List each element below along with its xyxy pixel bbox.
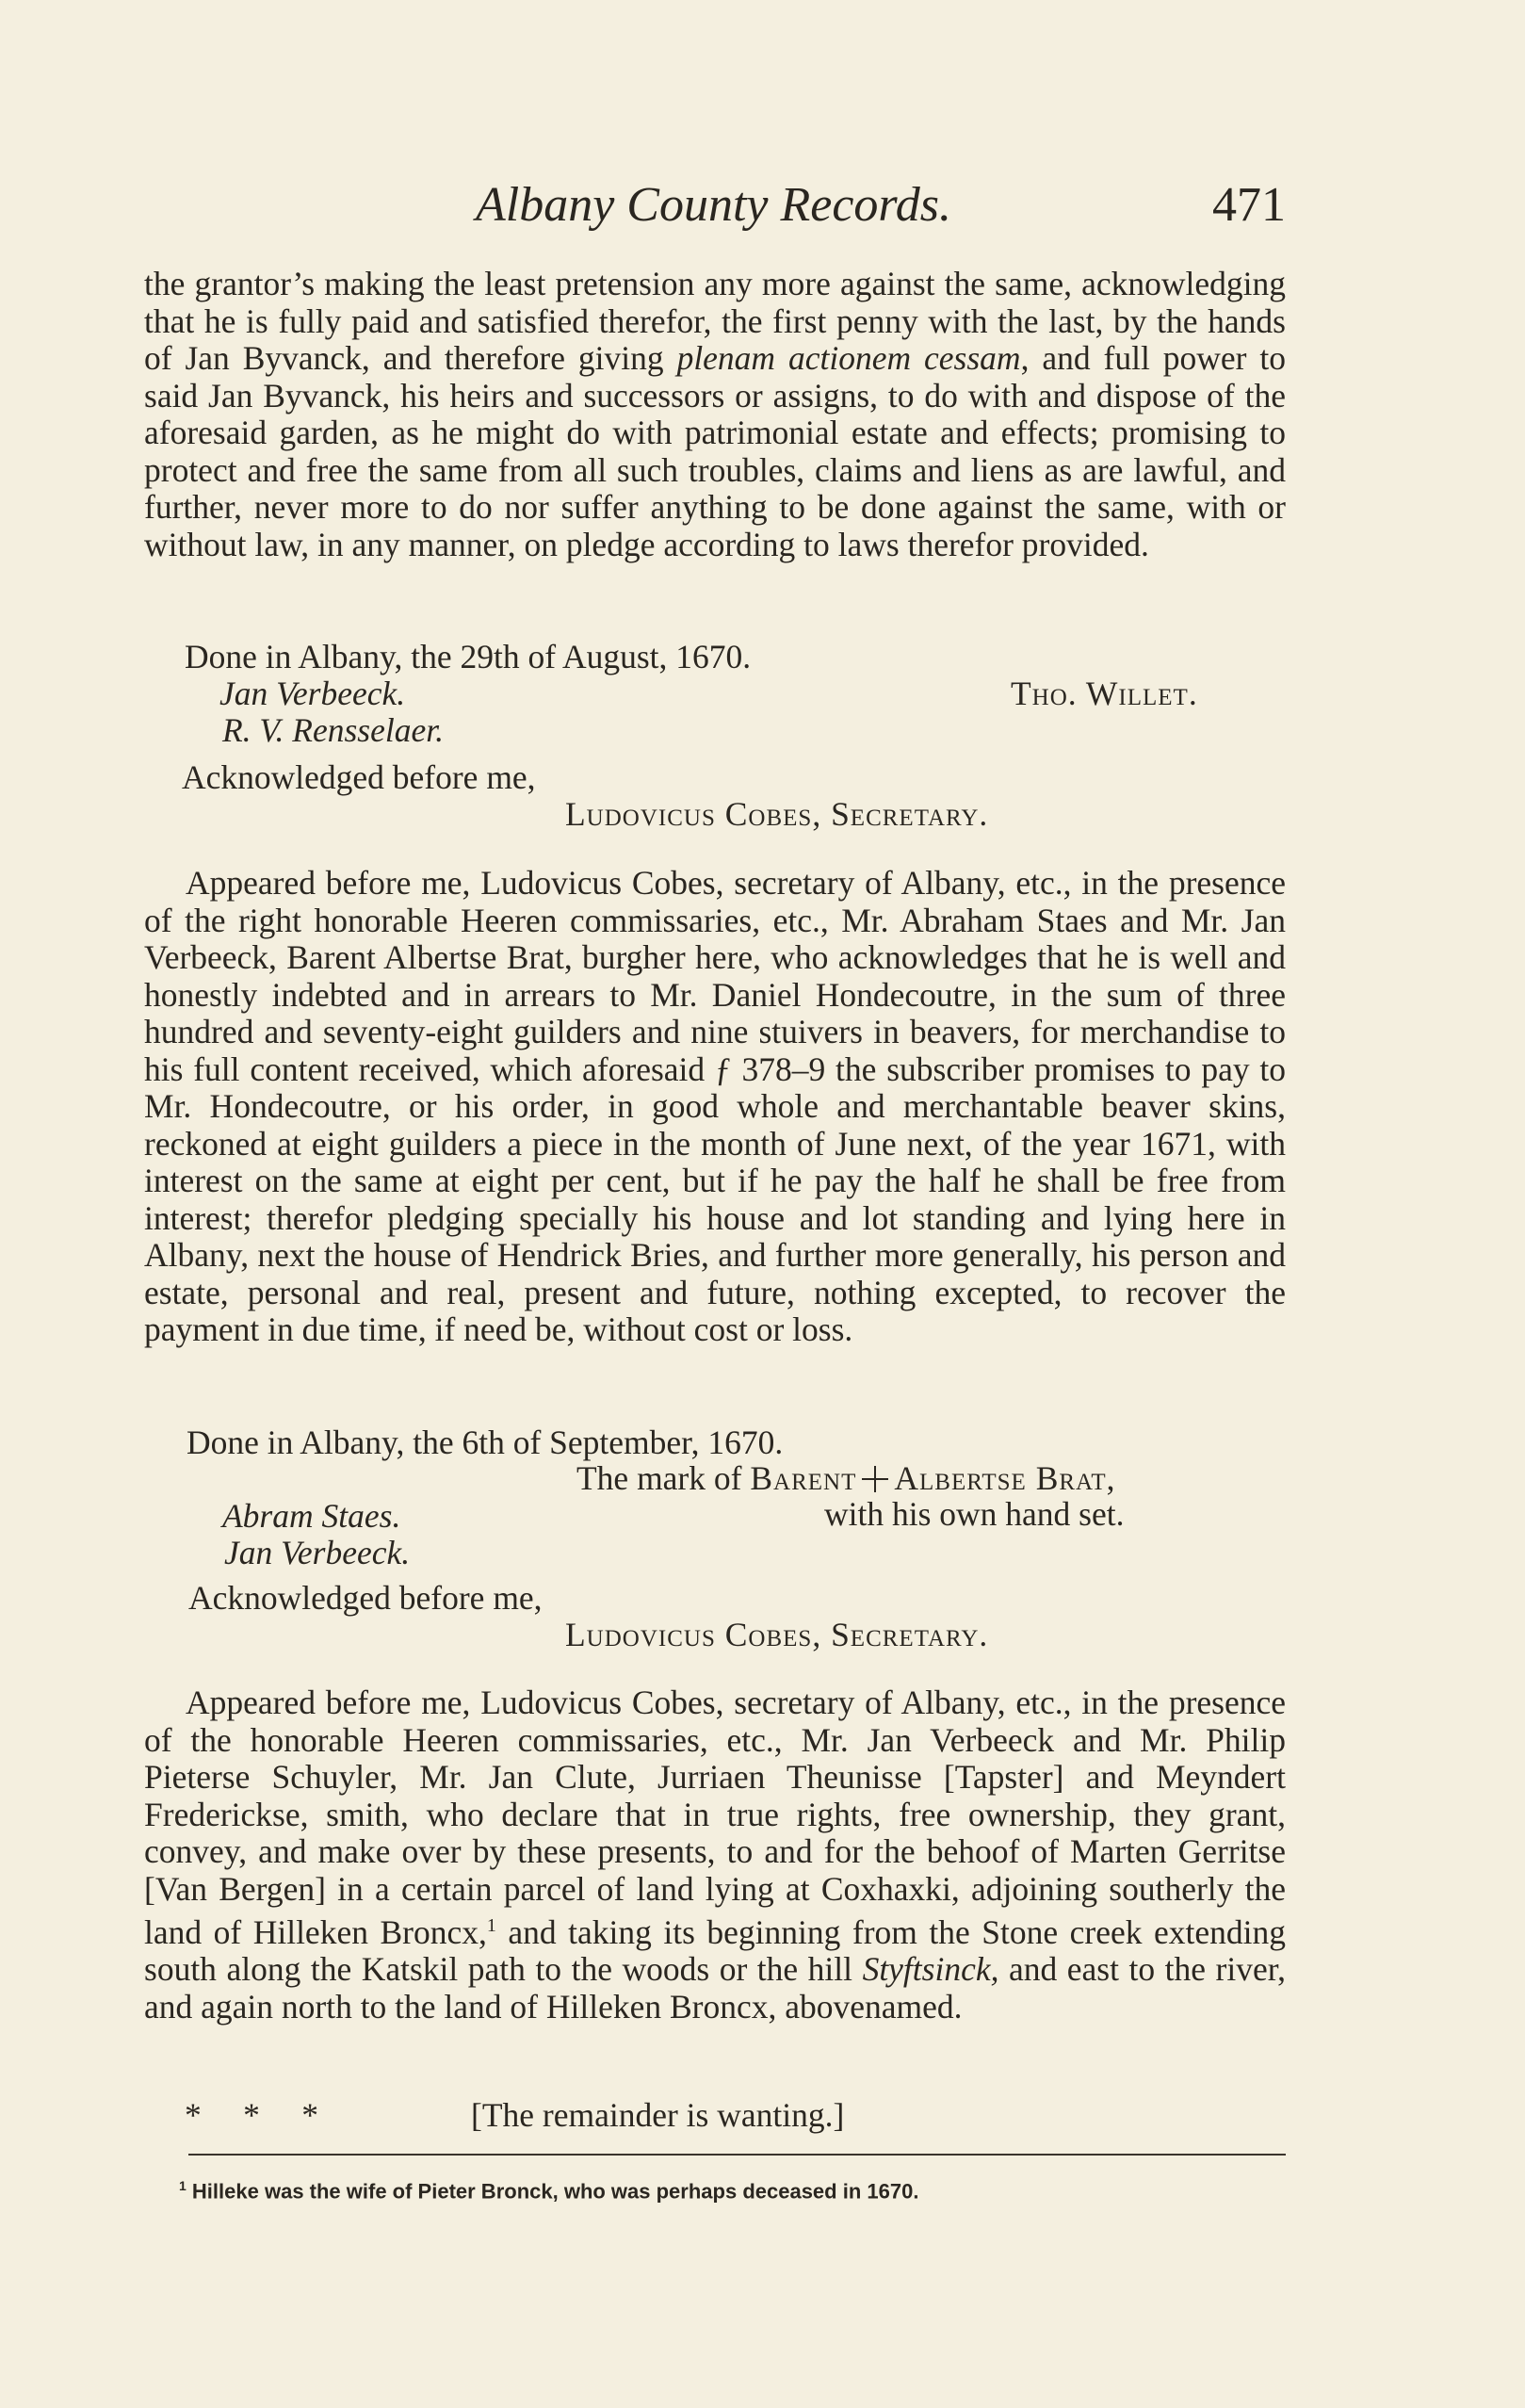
acknowledged-1: Acknowledged before me,: [182, 758, 536, 796]
witness-jan-verbeeck-2: Jan Verbeeck.: [224, 1534, 411, 1571]
ellipsis-stars: * * *: [185, 2096, 318, 2134]
signer-tho-willet: Tho. Willet.: [1011, 675, 1198, 712]
mark-prefix: The mark of: [576, 1459, 742, 1497]
mark-name-a: Barent: [750, 1459, 857, 1497]
running-header: [476, 177, 1286, 233]
footnote-marker: 1: [179, 2178, 187, 2193]
secretary-1: [565, 796, 988, 834]
page-number: 471: [1212, 178, 1286, 232]
mark-line: [576, 1460, 1116, 1498]
witness-jan-verbeeck-1: Jan Verbeeck.: [219, 675, 406, 712]
paragraph-1-italic: plenam actionem cessam: [676, 339, 1021, 377]
secretary-2: [565, 1617, 988, 1654]
mark-name-b: Albertse Brat,: [894, 1459, 1116, 1497]
paragraph-3-italic: Styftsinck,: [862, 1950, 999, 1989]
footnote: [179, 2178, 918, 2204]
acknowledged-2: Acknowledged before me,: [188, 1579, 543, 1617]
mark-suffix: with his own hand set.: [824, 1495, 1125, 1533]
paragraph-2: Appeared before me, Ludovicus Cobes, secretary of Albany, etc., in the presence of the right honorable Heeren commissaries, etc., Mr. Abraham Staes and Mr. Jan Verbeeck, Barent Albertse Brat, burgher here, who acknowledges that he is well and honestly indebted and in arrears to Mr. Daniel Hondecoutre, in the sum of three hundred and seventy-eight guilders and nine stuivers in beavers, for merchandise to his full content received, which aforesaid ƒ 378–9 the subscriber promises to pay to Mr. Hondecoutre, or his order, in good whole and merchantable beaver skins, reckoned at eight guilders a piece in the month of June next, of the year 1671, with interest on the same at eight per cent, but if he pay the half he shall be free from interest; therefor pledging specially his house and lot standing and lying here in Albany, next the house of Hendrick Bries, and further more generally, his person and estate, personal and real, present and future, nothing excepted, to recover the payment in due time, if need be, without cost or loss.: [144, 864, 1286, 1348]
paragraph-1-text-a: the grantor’s making the least pretension any more against the same, acknowledging that he is fully paid and satisfied therefor, the first penny with the last, by the hands of Jan Byvanck, and therefore giving: [144, 265, 1286, 377]
secretary-1-text: Ludovicus Cobes, Secretary.: [565, 795, 989, 833]
remainder-wanting: [The remainder is wanting.]: [471, 2096, 845, 2134]
done-line-2: Done in Albany, the 6th of September, 1670.: [187, 1424, 784, 1461]
done-line-1: Done in Albany, the 29th of August, 1670.: [185, 638, 752, 675]
secretary-2-text: Ludovicus Cobes, Secretary.: [565, 1616, 989, 1653]
cross-mark-icon: [862, 1466, 888, 1492]
paragraph-3: [144, 1684, 1286, 2026]
witness-abram-staes: Abram Staes.: [222, 1497, 401, 1535]
paragraph-3-text-b: and taking its beginning from the Stone creek extending south along the Katskil path to the woods or the hill: [144, 1912, 1286, 1989]
header-title: Albany County Records.: [476, 178, 951, 232]
witness-rensselaer: R. V. Rensselaer.: [222, 711, 444, 749]
paragraph-3-text-a: Appeared before me, Ludovicus Cobes, secretary of Albany, etc., in the presence of the honorable Heeren commissaries, etc., Mr. Jan Verbeeck and Mr. Philip Pieterse Schuyler, Mr. Jan Clute, Jurriaen Theunisse [Tapster] and Meyndert Frederickse, smith, who declare that in true rights, free ownership, they grant, convey, and make over by these presents, to and for the behoof of Marten Gerritse [Van Bergen] in a certain parcel of land lying at Coxhaxki, adjoining southerly the land of Hilleken Broncx,: [144, 1684, 1286, 1951]
paragraph-1: [144, 266, 1286, 563]
paragraph-3-text-c: and east to the river, and again north to the land of Hilleken Broncx, abovenamed.: [144, 1950, 1286, 2026]
paragraph-1-text-b: , and full power to said Jan Byvanck, his heirs and successors or assigns, to do with and dispose of the aforesaid garden, as he might do with patrimonial estate and effects; promising to protect and free the same from all such troubles, claims and liens as are lawful, and further, never more to do nor suffer anything to be done against the same, with or without law, in any manner, on pledge according to laws therefor provided.: [144, 339, 1286, 563]
footnote-text: Hilleke was the wife of Pieter Bronck, who was perhaps deceased in 1670.: [191, 2179, 919, 2204]
footnote-ref: 1: [486, 1915, 496, 1936]
footnote-rule: [188, 2154, 1286, 2156]
